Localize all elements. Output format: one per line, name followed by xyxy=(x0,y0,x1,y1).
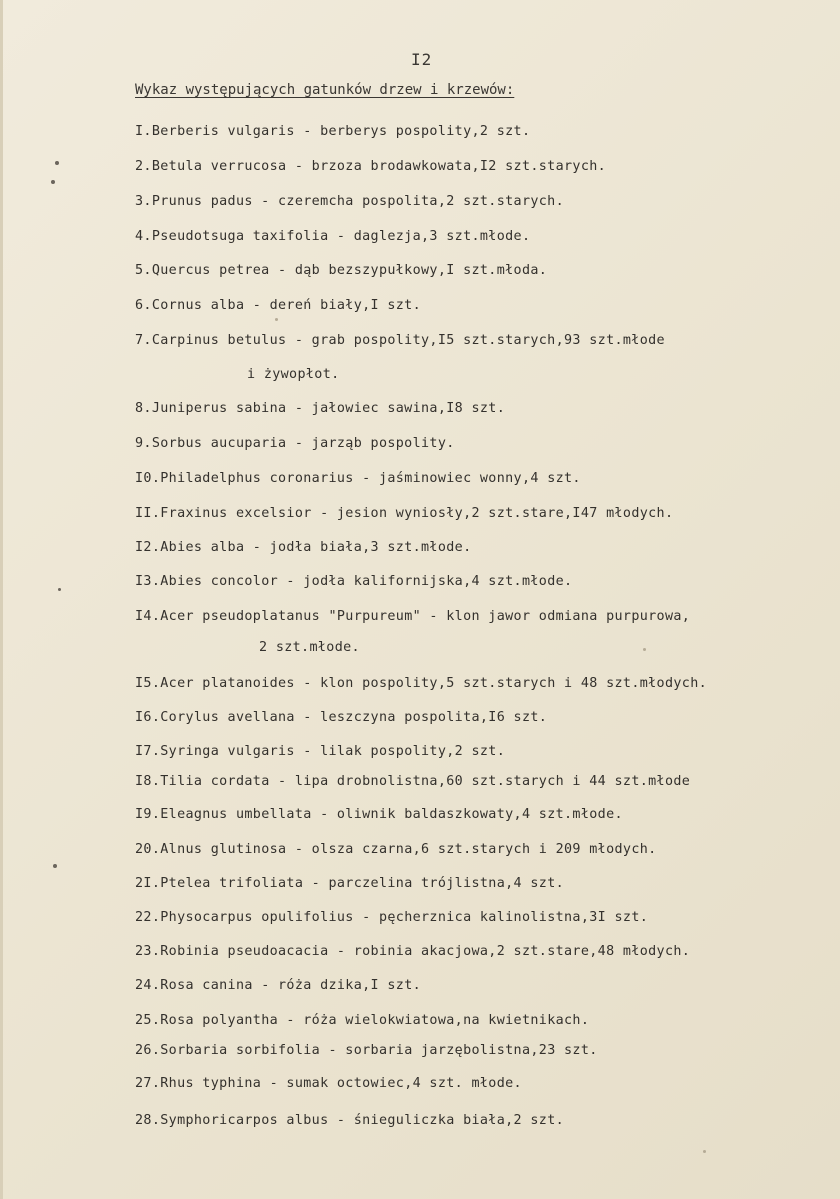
list-item: I9.Eleagnus umbellata - oliwnik baldaszkowaty,4 szt.młode. xyxy=(135,807,623,822)
list-item: II.Fraxinus excelsior - jesion wyniosły,2 szt.stare,I47 młodych. xyxy=(135,506,674,521)
paper-speck xyxy=(275,318,278,321)
list-item: 23.Robinia pseudoacacia - robinia akacjowa,2 szt.stare,48 młodych. xyxy=(135,944,691,959)
list-item: 26.Sorbaria sorbifolia - sorbaria jarzębolistna,23 szt. xyxy=(135,1043,598,1058)
paper-speck xyxy=(703,1150,706,1153)
list-item: I7.Syringa vulgaris - lilak pospolity,2 szt. xyxy=(135,744,506,759)
list-item: I5.Acer platanoides - klon pospolity,5 szt.starych i 48 szt.młodych. xyxy=(135,676,708,691)
list-item-continuation: i żywopłot. xyxy=(247,367,340,382)
list-item: 27.Rhus typhina - sumak octowiec,4 szt. młode. xyxy=(135,1076,522,1091)
list-item: I8.Tilia cordata - lipa drobnolistna,60 szt.starych i 44 szt.młode xyxy=(135,774,691,789)
margin-mark xyxy=(55,161,59,165)
list-item: 9.Sorbus aucuparia - jarząb pospolity. xyxy=(135,436,455,451)
list-heading: Wykaz występujących gatunków drzew i krzewów: xyxy=(135,82,515,98)
list-item: I0.Philadelphus coronarius - jaśminowiec wonny,4 szt. xyxy=(135,471,581,486)
list-item: 2I.Ptelea trifoliata - parczelina trójlistna,4 szt. xyxy=(135,876,565,891)
list-item: I4.Acer pseudoplatanus "Purpureum" - klon jawor odmiana purpurowa, xyxy=(135,609,691,624)
margin-mark xyxy=(58,588,61,591)
list-item: I6.Corylus avellana - leszczyna pospolita,I6 szt. xyxy=(135,710,548,725)
list-item: 8.Juniperus sabina - jałowiec sawina,I8 szt. xyxy=(135,401,506,416)
list-item: 25.Rosa polyantha - róża wielokwiatowa,na kwietnikach. xyxy=(135,1013,590,1028)
list-item: 20.Alnus glutinosa - olsza czarna,6 szt.starych i 209 młodych. xyxy=(135,842,657,857)
page-number: I2 xyxy=(411,50,433,69)
margin-mark xyxy=(51,180,55,184)
list-item: 5.Quercus petrea - dąb bezszypułkowy,I szt.młoda. xyxy=(135,263,548,278)
list-item: 2.Betula verrucosa - brzoza brodawkowata,I2 szt.starych. xyxy=(135,159,607,174)
list-item: I2.Abies alba - jodła biała,3 szt.młode. xyxy=(135,540,472,555)
list-item: 24.Rosa canina - róża dzika,I szt. xyxy=(135,978,422,993)
species-list xyxy=(3,0,840,1199)
list-item: 4.Pseudotsuga taxifolia - daglezja,3 szt.młode. xyxy=(135,229,531,244)
list-item: 28.Symphoricarpos albus - śnieguliczka biała,2 szt. xyxy=(135,1113,565,1128)
list-item: I3.Abies concolor - jodła kalifornijska,4 szt.młode. xyxy=(135,574,573,589)
list-item: 3.Prunus padus - czeremcha pospolita,2 szt.starych. xyxy=(135,194,565,209)
paper-speck xyxy=(643,648,646,651)
list-item: 22.Physocarpus opulifolius - pęcherznica kalinolistna,3I szt. xyxy=(135,910,649,925)
list-item: 6.Cornus alba - dereń biały,I szt. xyxy=(135,298,422,313)
margin-mark xyxy=(53,864,57,868)
list-item: I.Berberis vulgaris - berberys pospolity,2 szt. xyxy=(135,124,531,139)
list-item: 7.Carpinus betulus - grab pospolity,I5 szt.starych,93 szt.młode xyxy=(135,333,665,348)
list-item-continuation: 2 szt.młode. xyxy=(259,640,360,655)
